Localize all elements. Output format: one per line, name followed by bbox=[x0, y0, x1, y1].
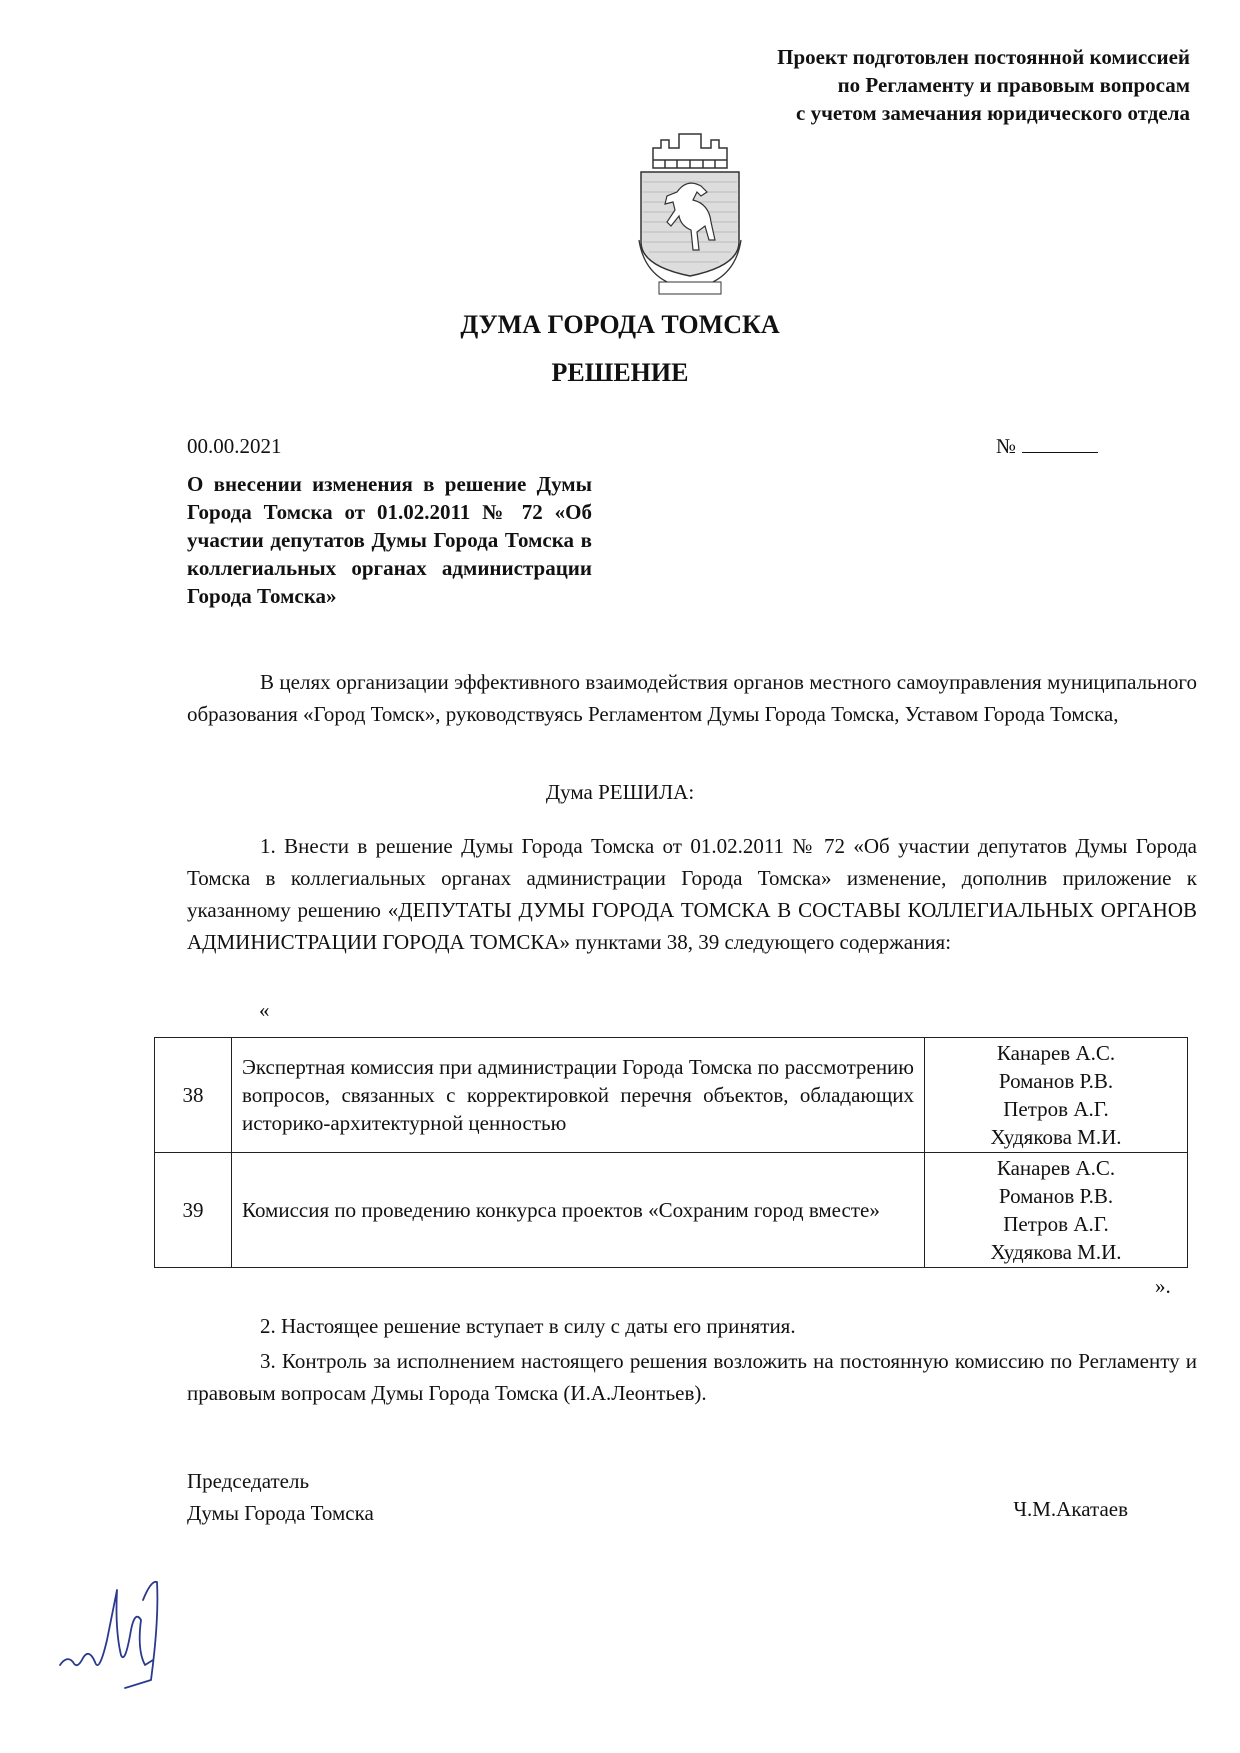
table-row bbox=[155, 1153, 1188, 1268]
table-row bbox=[155, 1038, 1188, 1153]
number-blank-line bbox=[1022, 434, 1098, 453]
deputies-cell bbox=[925, 1038, 1188, 1153]
number-label: № bbox=[996, 434, 1017, 458]
closing-quote: ». bbox=[1155, 1274, 1171, 1298]
signatory-name: Ч.М.Акатаев bbox=[1013, 1497, 1128, 1521]
document-number bbox=[996, 434, 1098, 459]
deputy-name: Канарев А.С. bbox=[996, 1156, 1116, 1180]
row-number: 39 bbox=[155, 1153, 232, 1268]
deputy-name: Петров А.Г. bbox=[1003, 1097, 1109, 1121]
resolved-heading: Дума РЕШИЛА: bbox=[545, 780, 695, 804]
project-note-line-2: по Регламенту и правовым вопросам bbox=[837, 73, 1190, 97]
handwritten-signature bbox=[55, 1570, 175, 1710]
deputy-name: Петров А.Г. bbox=[1003, 1212, 1109, 1236]
deputy-name: Романов Р.В. bbox=[998, 1184, 1114, 1208]
commission-name: Комиссия по проведению конкурса проектов «Сохраним город вместе» bbox=[232, 1153, 925, 1268]
project-note-line-3: с учетом замечания юридического отдела bbox=[796, 101, 1190, 125]
deputy-name: Романов Р.В. bbox=[998, 1069, 1114, 1093]
deputy-name: Худякова М.И. bbox=[990, 1240, 1122, 1264]
project-note-line-1: Проект подготовлен постоянной комиссией bbox=[777, 45, 1190, 69]
signatory-title bbox=[187, 1465, 374, 1529]
preamble-paragraph: В целях организации эффективного взаимодействия органов местного самоуправления муниципального образования «Город Томск», руководствуясь Регламентом Думы Города Томска, Уставом Города Томска, bbox=[187, 670, 1197, 726]
clause-1: 1. Внести в решение Думы Города Томска от 01.02.2011 № 72 «Об участии депутатов Думы Города Томска в коллегиальных органах администрации Города Томска» изменение, дополнив приложение к указанному решению «ДЕПУТАТЫ ДУМЫ ГОРОДА ТОМСКА В СОСТАВЫ КОЛЛЕГИАЛЬНЫХ ОРГАНОВ АДМИНИСТРАЦИИ ГОРОДА ТОМСКА» пунктами 38, 39 следующего содержания: bbox=[187, 834, 1197, 954]
document-subject: О внесении изменения в решение Думы Города Томска от 01.02.2011 № 72 «Об участии депутатов Думы Города Томска в коллегиальных органах администрации Города Томска» bbox=[187, 472, 592, 608]
amendment-table bbox=[154, 1037, 1188, 1268]
row-number: 38 bbox=[155, 1038, 232, 1153]
tomsk-coat-of-arms-icon bbox=[635, 130, 745, 300]
deputy-name: Канарев А.С. bbox=[996, 1041, 1116, 1065]
opening-quote: « bbox=[259, 998, 270, 1022]
signatory-title-line-2: Думы Города Томска bbox=[187, 1501, 374, 1525]
signatory-title-line-1: Председатель bbox=[187, 1469, 310, 1493]
clause-2: 2. Настоящее решение вступает в силу с даты его принятия. bbox=[260, 1314, 796, 1338]
organization-title: ДУМА ГОРОДА ТОМСКА bbox=[460, 310, 780, 339]
project-note bbox=[777, 43, 1190, 127]
deputy-name: Худякова М.И. bbox=[990, 1125, 1122, 1149]
clause-3: 3. Контроль за исполнением настоящего решения возложить на постоянную комиссию по Регламенту и правовым вопросам Думы Города Томска (И.А.Леонтьев). bbox=[187, 1349, 1197, 1405]
deputies-cell bbox=[925, 1153, 1188, 1268]
document-date: 00.00.2021 bbox=[187, 434, 282, 458]
document-type: РЕШЕНИЕ bbox=[551, 358, 689, 387]
commission-name: Экспертная комиссия при администрации Города Томска по рассмотрению вопросов, связанных с корректировкой перечня объектов, обладающих историко-архитектурной ценностью bbox=[232, 1038, 925, 1153]
